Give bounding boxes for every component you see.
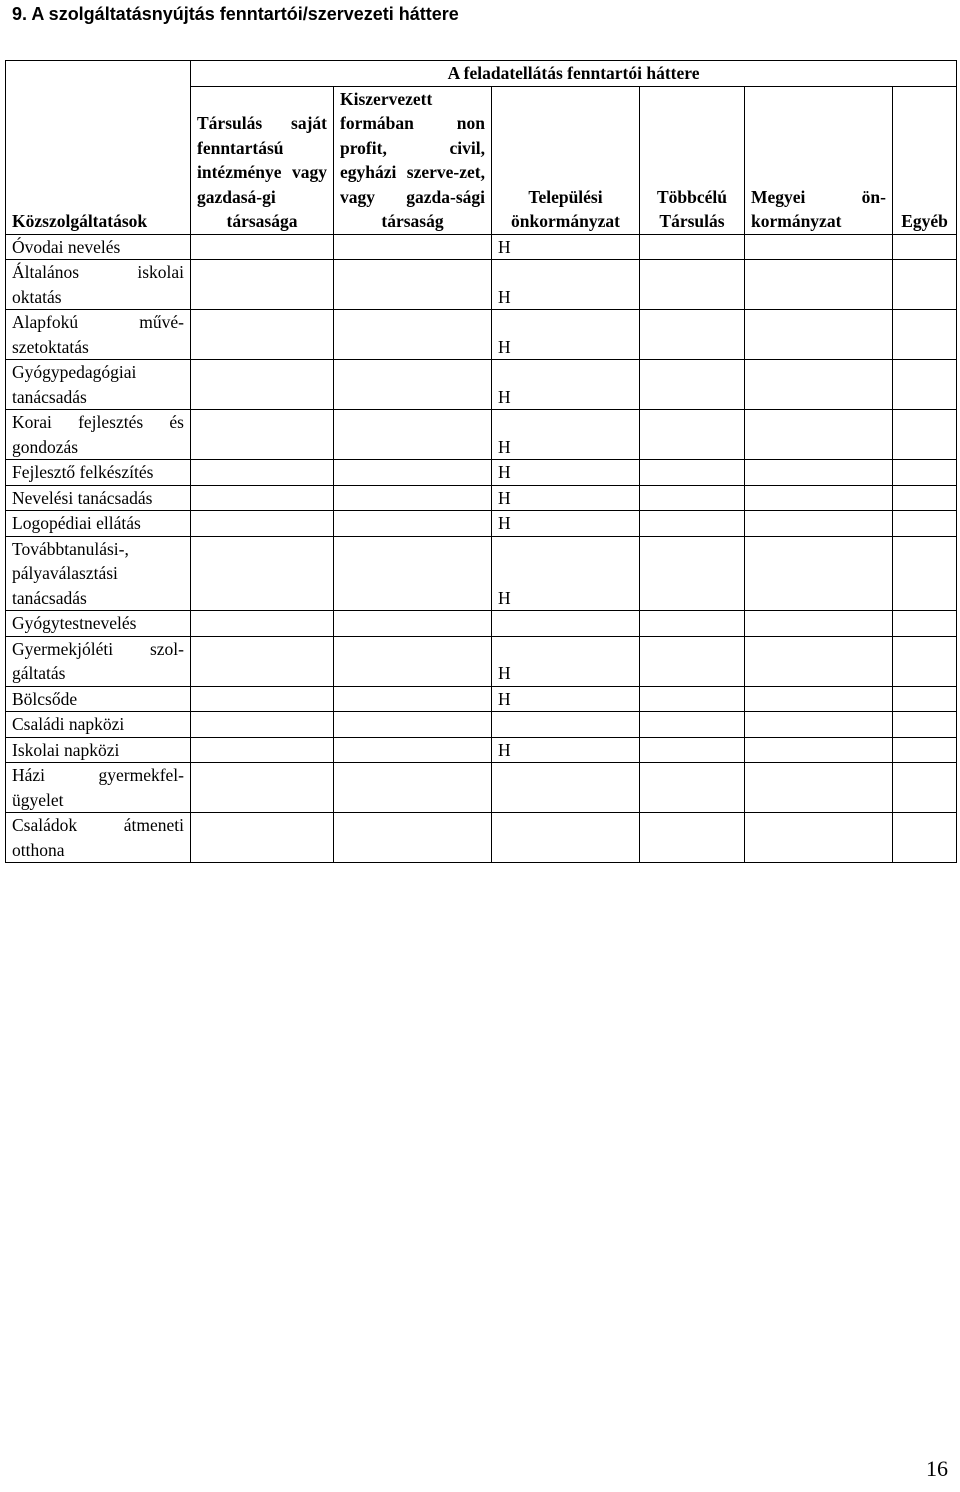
page-number: 16 — [926, 1456, 948, 1481]
provider-mark-cell — [893, 234, 957, 260]
provider-mark-cell — [745, 686, 893, 712]
provider-mark-cell — [893, 310, 957, 360]
provider-mark-cell — [893, 360, 957, 410]
provider-mark-cell — [745, 485, 893, 511]
service-name: Családi napközi — [6, 712, 191, 738]
table-body — [6, 234, 957, 863]
table-row — [6, 234, 957, 260]
provider-mark-cell — [334, 737, 492, 763]
provider-mark-cell — [640, 511, 745, 537]
header-col-megyei: Megyei ön-kormányzat — [745, 86, 893, 234]
table-row — [6, 260, 957, 310]
provider-mark-cell — [334, 763, 492, 813]
provider-mark-cell: H — [492, 485, 640, 511]
service-name: Logopédiai ellátás — [6, 511, 191, 537]
provider-mark-cell — [334, 410, 492, 460]
table-row — [6, 310, 957, 360]
provider-mark-cell — [191, 611, 334, 637]
provider-mark-cell — [640, 310, 745, 360]
provider-mark-cell — [334, 485, 492, 511]
service-name: Általános iskolai oktatás — [6, 260, 191, 310]
provider-mark-cell — [191, 636, 334, 686]
header-col-tarsulas: Társulás saját fenntartású intézménye vagy gazdasá-gi társasága — [191, 86, 334, 234]
provider-mark-cell — [191, 310, 334, 360]
provider-mark-cell — [492, 813, 640, 863]
provider-mark-cell — [191, 763, 334, 813]
provider-mark-cell — [640, 536, 745, 611]
provider-mark-cell — [745, 260, 893, 310]
header-col-tobbcelu: Többcélú Társulás — [640, 86, 745, 234]
provider-mark-cell — [745, 310, 893, 360]
provider-mark-cell — [492, 763, 640, 813]
header-col-kiszervezett: Kiszervezett formában non profit, civil, egyházi szerve-zet, vagy gazda-sági társaság — [334, 86, 492, 234]
provider-mark-cell — [334, 511, 492, 537]
provider-mark-cell — [640, 686, 745, 712]
provider-mark-cell — [191, 360, 334, 410]
table-row — [6, 712, 957, 738]
provider-mark-cell — [191, 813, 334, 863]
provider-mark-cell — [640, 410, 745, 460]
provider-mark-cell — [334, 813, 492, 863]
service-name: Iskolai napközi — [6, 737, 191, 763]
provider-mark-cell — [640, 460, 745, 486]
table-row — [6, 737, 957, 763]
header-col-telepulesi: Települési önkormányzat — [492, 86, 640, 234]
provider-mark-cell — [334, 260, 492, 310]
provider-mark-cell — [334, 234, 492, 260]
provider-mark-cell — [640, 763, 745, 813]
table-row — [6, 360, 957, 410]
service-name: Fejlesztő felkészítés — [6, 460, 191, 486]
header-services: Közszolgáltatások — [6, 61, 191, 235]
provider-mark-cell — [334, 460, 492, 486]
table-row — [6, 460, 957, 486]
table-row — [6, 636, 957, 686]
provider-mark-cell — [893, 536, 957, 611]
provider-mark-cell — [745, 813, 893, 863]
service-name: Továbbtanulási-, pályaválasztási tanácsadás — [6, 536, 191, 611]
provider-mark-cell — [745, 712, 893, 738]
provider-mark-cell — [191, 511, 334, 537]
provider-mark-cell — [191, 410, 334, 460]
provider-mark-cell: H — [492, 737, 640, 763]
table-row — [6, 410, 957, 460]
provider-mark-cell — [893, 260, 957, 310]
provider-mark-cell — [745, 460, 893, 486]
service-name: Gyógypedagógiai tanácsadás — [6, 360, 191, 410]
provider-mark-cell — [893, 485, 957, 511]
provider-mark-cell: H — [492, 686, 640, 712]
provider-mark-cell — [745, 511, 893, 537]
provider-mark-cell — [640, 813, 745, 863]
provider-mark-cell — [640, 636, 745, 686]
provider-mark-cell — [334, 360, 492, 410]
header-col-egyeb: Egyéb — [893, 86, 957, 234]
provider-mark-cell — [191, 485, 334, 511]
service-name: Gyógytestnevelés — [6, 611, 191, 637]
provider-mark-cell — [745, 360, 893, 410]
provider-mark-cell — [893, 636, 957, 686]
table-row — [6, 536, 957, 611]
provider-mark-cell — [745, 763, 893, 813]
provider-mark-cell — [334, 310, 492, 360]
provider-mark-cell — [191, 686, 334, 712]
table-row — [6, 813, 957, 863]
table-row — [6, 763, 957, 813]
table-row — [6, 511, 957, 537]
provider-mark-cell — [334, 712, 492, 738]
table-row — [6, 686, 957, 712]
provider-mark-cell — [893, 410, 957, 460]
provider-mark-cell — [893, 511, 957, 537]
header-group-row — [6, 61, 957, 87]
provider-mark-cell: H — [492, 360, 640, 410]
provider-mark-cell — [640, 712, 745, 738]
provider-mark-cell — [191, 234, 334, 260]
provider-mark-cell: H — [492, 234, 640, 260]
provider-mark-cell: H — [492, 410, 640, 460]
provider-mark-cell — [640, 611, 745, 637]
provider-mark-cell — [191, 737, 334, 763]
provider-mark-cell — [893, 763, 957, 813]
provider-mark-cell — [640, 485, 745, 511]
provider-mark-cell — [745, 410, 893, 460]
provider-mark-cell: H — [492, 310, 640, 360]
service-name: Bölcsőde — [6, 686, 191, 712]
provider-mark-cell — [334, 636, 492, 686]
provider-mark-cell — [492, 712, 640, 738]
service-name: Korai fejlesztés és gondozás — [6, 410, 191, 460]
header-group: A feladatellátás fenntartói háttere — [191, 61, 957, 87]
service-name: Házi gyermekfel-ügyelet — [6, 763, 191, 813]
provider-mark-cell — [745, 234, 893, 260]
service-name: Alapfokú művé-szetoktatás — [6, 310, 191, 360]
provider-mark-cell — [334, 686, 492, 712]
provider-mark-cell — [334, 611, 492, 637]
provider-mark-cell: H — [492, 536, 640, 611]
provider-mark-cell — [745, 611, 893, 637]
service-provider-table — [5, 60, 957, 863]
section-title: 9. A szolgáltatásnyújtás fenntartói/szervezeti háttere — [12, 4, 459, 24]
provider-mark-cell — [893, 712, 957, 738]
provider-mark-cell — [334, 536, 492, 611]
provider-mark-cell — [640, 737, 745, 763]
provider-mark-cell — [640, 234, 745, 260]
provider-mark-cell — [893, 611, 957, 637]
provider-mark-cell: H — [492, 260, 640, 310]
provider-mark-cell — [893, 813, 957, 863]
provider-mark-cell — [893, 737, 957, 763]
provider-mark-cell — [745, 536, 893, 611]
provider-mark-cell — [893, 460, 957, 486]
service-name: Nevelési tanácsadás — [6, 485, 191, 511]
provider-mark-cell — [640, 360, 745, 410]
provider-mark-cell — [492, 611, 640, 637]
service-name: Gyermekjóléti szol-gáltatás — [6, 636, 191, 686]
service-name: Családok átmeneti otthona — [6, 813, 191, 863]
table-row — [6, 485, 957, 511]
provider-mark-cell: H — [492, 636, 640, 686]
service-name: Óvodai nevelés — [6, 234, 191, 260]
provider-mark-cell — [745, 737, 893, 763]
provider-mark-cell — [191, 260, 334, 310]
provider-mark-cell: H — [492, 511, 640, 537]
provider-mark-cell: H — [492, 460, 640, 486]
table-row — [6, 611, 957, 637]
provider-mark-cell — [745, 636, 893, 686]
provider-mark-cell — [893, 686, 957, 712]
provider-mark-cell — [640, 260, 745, 310]
provider-mark-cell — [191, 536, 334, 611]
provider-mark-cell — [191, 460, 334, 486]
provider-mark-cell — [191, 712, 334, 738]
